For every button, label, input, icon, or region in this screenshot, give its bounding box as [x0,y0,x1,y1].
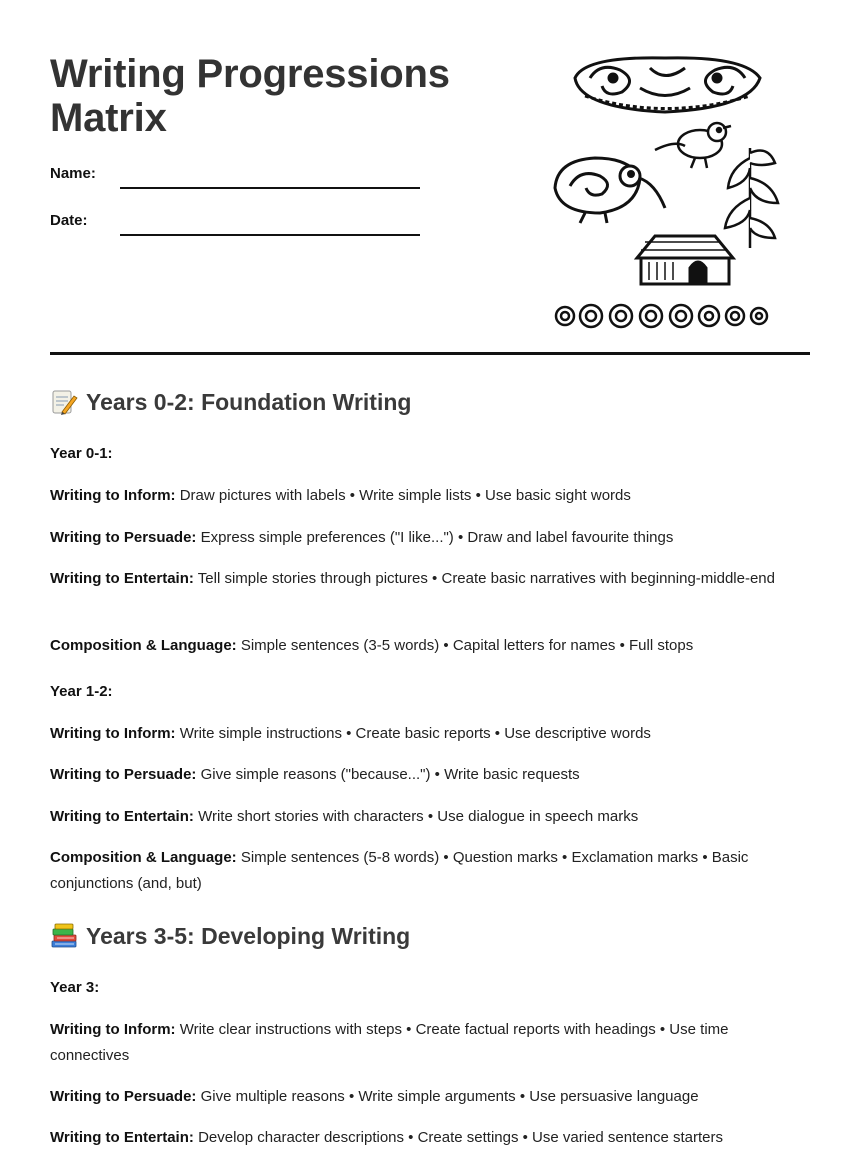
category-label: Writing to Inform: [50,725,176,742]
category-text: Simple sentences (5-8 words) • Question marks • Exclamation marks • Basic conjunctions (and, but) [50,849,749,892]
category-text: Develop character descriptions • Create settings • Use varied sentence starters [198,1129,723,1146]
category-label: Writing to Inform: [50,487,176,504]
carved-band-icon [575,58,760,112]
date-field [50,212,88,229]
category-label: Composition & Language: [50,637,237,654]
category-label: Writing to Persuade: [50,529,197,546]
list-item [50,721,810,747]
section-title-text: Years 3-5: Developing Writing [86,922,411,949]
list-item [50,1017,810,1069]
name-field [50,165,96,182]
category-text: Give multiple reasons • Write simple arguments • Use persuasive language [200,1088,699,1105]
category-text: Write short stories with characters • Use dialogue in speech marks [198,808,639,825]
list-item [50,762,810,788]
category-text: Tell simple stories through pictures • Create basic narratives with beginning-middle-end [197,570,775,587]
list-item [50,1125,810,1151]
list-item [50,566,810,592]
list-item [50,633,810,659]
kiwi-icon [555,158,665,223]
date-write-line[interactable] [120,234,420,236]
section-title-text: Years 0-2: Foundation Writing [86,388,412,415]
books-icon [50,922,78,950]
meeting-house-icon [637,236,733,284]
category-text: Write clear instructions with steps • Create factual reports with headings • Use time connectives [50,1021,729,1064]
category-label: Writing to Persuade: [50,766,197,783]
section-heading-foundation [50,388,411,416]
year-heading: Year 3: [50,979,100,996]
year-heading: Year 1-2: [50,683,113,700]
year-heading: Year 0-1: [50,445,113,462]
category-label: Writing to Entertain: [50,1129,194,1146]
category-text: Simple sentences (3-5 words) • Capital letters for names • Full stops [240,637,694,654]
category-label: Writing to Entertain: [50,808,194,825]
worksheet-page [50,0,810,1146]
date-label: Date: [50,212,88,229]
category-text: Express simple preferences ("I like...") • Draw and label favourite things [200,529,674,546]
maori-art-illustration [545,48,785,333]
list-item [50,804,810,830]
category-text: Draw pictures with labels • Write simple lists • Use basic sight words [179,487,631,504]
section-heading-developing [50,922,410,950]
category-label: Writing to Entertain: [50,570,194,587]
name-label: Name: [50,165,96,182]
list-item [50,483,810,509]
category-text: Write simple instructions • Create basic reports • Use descriptive words [179,725,651,742]
list-item [50,1084,810,1110]
category-text: Give simple reasons ("because...") • Write basic requests [200,766,580,783]
name-write-line[interactable] [120,187,420,189]
fern-tree-icon [725,148,778,248]
memo-pencil-icon [50,388,78,416]
category-label: Composition & Language: [50,849,237,866]
koru-border-icon [556,305,767,327]
list-item [50,845,810,897]
worksheet-header [50,0,810,355]
category-label: Writing to Persuade: [50,1088,197,1105]
page-title: Writing Progressions Matrix [50,52,450,140]
category-label: Writing to Inform: [50,1021,176,1038]
bird-icon [655,123,731,168]
list-item [50,525,810,551]
